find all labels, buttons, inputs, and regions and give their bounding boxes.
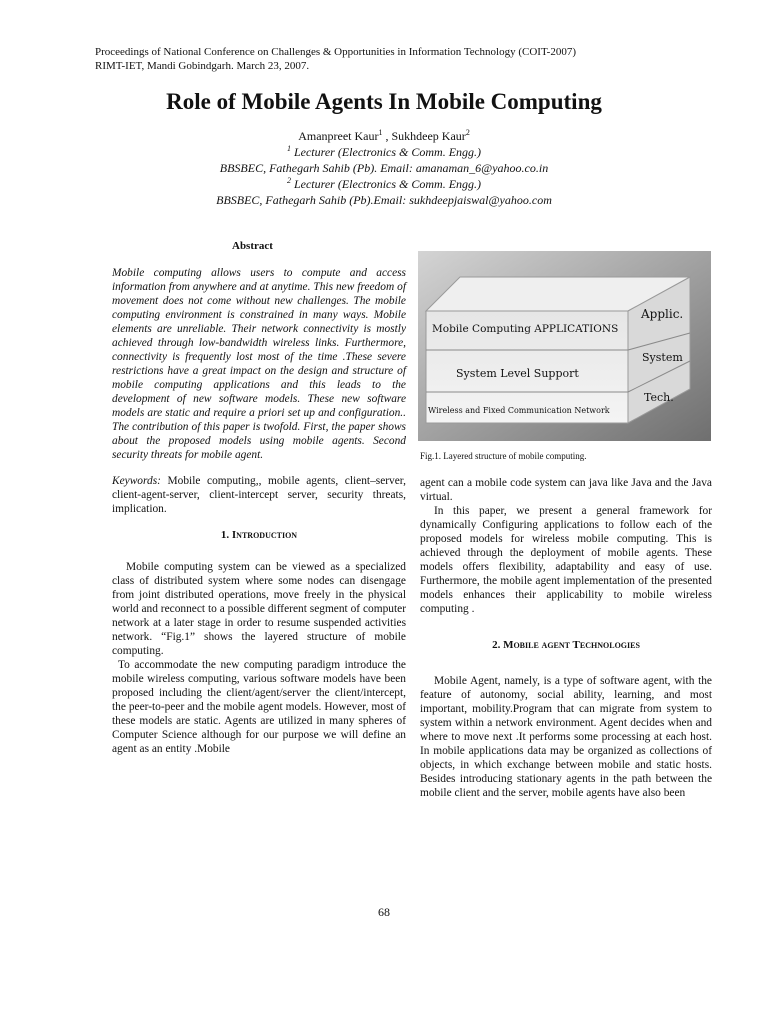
header-line-2: RIMT-IET, Mandi Gobindgarh. March 23, 2007.	[95, 60, 310, 72]
intro-paragraph-2: To accommodate the new computing paradigm introduce the mobile wireless computing, various software models have been proposed including the client/agent/server the client/intercept, the peer-to-peer and the mobile agent models. However, most of these models are static. Agents are utilized in many spheres of Computer Science although for our purpose we will define an agent as an entity .Mobile	[112, 659, 406, 755]
keywords	[112, 474, 406, 516]
section-1-heading: 1. Introduction	[220, 529, 298, 541]
affil-1-role-text: Lecturer (Electronics & Comm. Engg.)	[290, 145, 482, 159]
abstract-text: Mobile computing allows users to compute and access information from anywhere and at anytime. This new freedom of movement does not come without new challenges. The mobile computing environment is constrained in many ways. Mobile elements are unreliable. Their network connectivity is mostly achieved through low-bandwidth wireless links. Furthermore, connectivity is frequently lost most of the time .These severe restrictions have a great impact on the design and structure of mobile computing applications and this leads to the development of new software models. These new software models are static and require a priori set up and configuration.. The contribution of this paper is twofold. First, the paper shows about the proposed models using mobile agents. Second security threats for mobile agent.	[112, 267, 406, 461]
figure-caption: Fig.1. Layered structure of mobile computing.	[420, 451, 587, 461]
conference-header	[95, 45, 576, 73]
paper-title: Role of Mobile Agents In Mobile Computing	[166, 89, 602, 114]
layer-system-label: System Level Support	[456, 367, 579, 380]
author-2-sup: 2	[465, 128, 470, 137]
right-column	[420, 476, 712, 800]
author-1-sup: 1	[378, 128, 383, 137]
mobile-agent-paragraph: Mobile Agent, namely, is a type of software agent, with the feature of autonomy, social ability, learning, and most important, mobility.Program that can migrate from system to system within a network environment. Agent decides when and where to move next .It performs some processing at each host. In mobile applications data may be organized as collections of objects, in which exchange between mobile and static hosts. Besides introducing stationary agents in the path between the mobile client and the server, mobile agents have also been	[420, 675, 712, 799]
keywords-label: Keywords:	[112, 475, 161, 487]
author-block	[0, 128, 768, 208]
side-system-label: System	[642, 351, 683, 364]
affil-2-sup: 2	[286, 176, 291, 185]
author-2: Sukhdeep Kaur	[391, 129, 466, 143]
affil-2-role-text: Lecturer (Electronics & Comm. Engg.)	[290, 177, 482, 191]
affiliation-1-role	[0, 144, 768, 160]
section-2-heading: 2. Mobile agent Technologies	[492, 639, 640, 651]
affil-1-sup: 1	[286, 144, 291, 153]
layered-structure-diagram	[418, 251, 711, 441]
affiliation-2-role	[0, 176, 768, 192]
author-separator: ,	[382, 129, 392, 143]
figure-layered-structure	[418, 251, 711, 441]
framework-paragraph: In this paper, we present a general framework for dynamically Configuring applications to follow each of the proposed models for wireless mobile computing. This is achieved through the deployment of mobile agents. These models offers flexibility, adaptability and easy of use. Furthermore, the mobile agent implementation of the presented models enhances their applicability to mobile wireless computing .	[420, 505, 712, 615]
keywords-text: Mobile computing,, mobile agents, client–server, client-agent-server, client-intercept server, security threats, implication.	[112, 475, 406, 515]
affiliation-1-address: BBSBEC, Fathegarh Sahib (Pb). Email: amanaman_6@yahoo.co.in	[219, 161, 549, 175]
intro-paragraph-1: Mobile computing system can be viewed as a specialized class of distributed system where some nodes can disengage from joint distributed operations, move freely in the physical world and reconnect to a possible different segment of computer network at a later stage in order to resume suspended activities network. “Fig.1” shows the layered structure of mobile computing.	[112, 561, 406, 657]
side-tech-label: Tech.	[644, 391, 674, 404]
continued-paragraph: agent can a mobile code system can java like Java and the Java virtual.	[420, 477, 712, 503]
abstract-heading: Abstract	[232, 240, 273, 252]
author-names	[0, 128, 768, 144]
layer-applications-label: Mobile Computing APPLICATIONS	[432, 323, 619, 335]
side-applic-label: Applic.	[641, 307, 684, 321]
page-number: 68	[378, 905, 390, 919]
header-line-1: Proceedings of National Conference on Challenges & Opportunities in Information Technology (COIT-2007)	[95, 46, 576, 58]
affiliation-2-address: BBSBEC, Fathegarh Sahib (Pb).Email: sukhdeepjaiswal@yahoo.com	[216, 193, 552, 207]
layer-network-label: Wireless and Fixed Communication Network	[428, 406, 610, 415]
author-1: Amanpreet Kaur	[298, 129, 379, 143]
left-column	[112, 266, 406, 756]
